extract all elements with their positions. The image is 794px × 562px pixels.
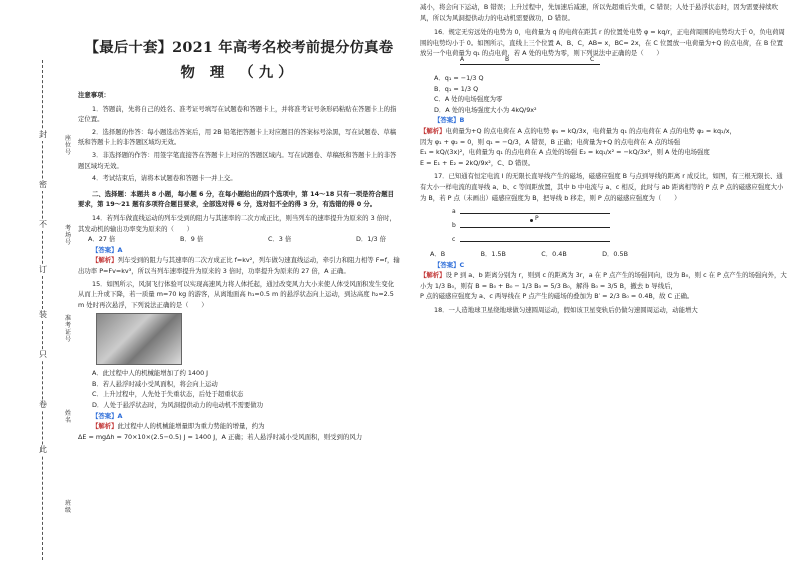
left-column [78, 0, 400, 442]
wire-label: c [452, 236, 456, 244]
option: C．A 处的电场强度为零 [434, 95, 503, 104]
q17-answer: 【答案】C [434, 260, 465, 269]
wire-label: b [452, 222, 456, 230]
notes-title: 注意事项： [78, 91, 110, 99]
q17-analysis-line: P 点的磁感应强度为 a、c 两导线在 P 点产生的磁场的叠加为 B′ = 2/3 B₀ = 0.4B，故 C 正确。 [420, 292, 694, 301]
field-class: 班级 [64, 500, 71, 514]
q15-answer: 【答案】A [92, 411, 123, 420]
notes-item: 2．选择题的作答：每小题选出答案后，用 2B 铅笔把答题卡上对应题目的答案标号涂黑，写在试题卷、草稿纸和答题卡上的非答题区域均无效。 [78, 127, 397, 147]
notes-item: 4．考试结束后，请将本试题卷和答题卡一并上交。 [92, 174, 237, 183]
option: D．A 处的电场强度大小为 4kQ/9x² [434, 105, 537, 114]
q18-stem: 18．一人造地球卫星绕地球做匀速圆周运动，假如该卫星变轨后仍做匀速圆周运动，动能增大 [434, 306, 698, 315]
page-subtitle: 物 理 （九） [180, 64, 298, 81]
option: B．1.5B [480, 250, 506, 259]
section-intro: 二、选择题：本题共 8 小题，每小题 6 分，在每小题给出的四个选项中，第 14～18 只有一项是符合题目要求，第 19～21 题有多项符合题目要求，全部选对得 6 分，选对但不全的得 3 分，有选错的得 0 分。 [78, 189, 395, 209]
point-label: P [535, 215, 539, 223]
analysis-text: 电荷量为+Q 的点电荷在 A 点的电势 φ₁ = kQ/3x，电荷量为 q₁ 的点电荷在 A 点的电势 φ₂ = kq₁/x， [445, 126, 736, 135]
option: C．上升过程中，人先处于失重状态，后处于超重状态 [92, 390, 244, 399]
q14-answer: 【答案】A [92, 245, 123, 254]
option: B．若人悬浮时减小受风面积，将会向上运动 [92, 379, 218, 388]
analysis-text: 设 P 到 a、b 距离分别为 r，则到 c 的距离为 3r，a 在 P 点产生的场强同向，设为 B₀，则 c 在 P 点产生的场强向外，大小为 1/3 B₀，则有 B = B₀ + B₀ − 1/3 B₀ = 5/3 B₀，解得 B₀ = 3/5 B，撤去 b 导线后， [420, 271, 787, 290]
q15-formula: ΔE = mgΔh = 70×10×(2.5−0.5) J = 1400 J，A 正确；若人悬浮时减小受风面积，则受到的风力 [78, 432, 363, 441]
right-column [420, 0, 788, 316]
q14-options [78, 234, 400, 245]
field-ticket: 准考证号 [64, 315, 71, 343]
q16-diagram [460, 55, 600, 73]
option: D．1/3 倍 [355, 235, 386, 244]
notes-item: 1．答题前，先将自己的姓名、准考证号填写在试题卷和答题卡上，并将准考证号条形码粘贴在答题卡上的指定位置。 [78, 104, 397, 124]
analysis-label: 【解析】 [92, 422, 118, 431]
q16-analysis-line: E₁ = kQ/(3x)²，电荷量为 q₁ 的点电荷在 A 点处的场强 E₂ = kq₁/x² = −kQ/3x²，则 A 处的电场强度 [420, 148, 710, 157]
option: D．0.5B [602, 250, 628, 259]
q15-continued: 减小，将会向下运动，B 错误；上升过程中，先加速后减速，所以先超重后失重，C 错误；人处于悬浮状态时，因为需要持续吹风，所以为风洞提供动力的电动机需要做功，D 错误。 [420, 3, 779, 22]
analysis-text: 此过程中人的机械能增量即为重力势能的增量，约为 [117, 422, 265, 431]
q17-diagram [452, 207, 610, 249]
field-room: 考场号 [64, 225, 71, 246]
seal-char: 装 [39, 310, 47, 319]
point-label: A [460, 55, 465, 63]
analysis-text: 列车受到的阻力与其速率的二次方成正比 f=kv²，列车做匀速直线运动，牵引力和阻力相等 F=f，输出功率 P=Fv=kv³，所以当列车速率提升为原来的 3 倍时，功率提升为原来的 27 倍，A 正确。 [78, 256, 400, 275]
axis-line [460, 64, 600, 65]
wire-c [460, 241, 610, 242]
q16-analysis-line: 因为 φ₁ + φ₂ = 0，则 q₁ = −Q/3，A 错误，B 正确；电荷量为+Q 的点电荷在 A 点的场强 [420, 137, 681, 146]
q17-options [420, 249, 788, 260]
option: A．B [430, 250, 446, 259]
wire-label: a [452, 208, 456, 216]
option: A．27 倍 [88, 235, 116, 244]
seal-char: 卷 [39, 400, 47, 409]
analysis-label: 【解析】 [420, 271, 446, 280]
option: A．此过程中人的机械能增加了约 1400 J [92, 369, 209, 378]
option: B．9 倍 [180, 235, 204, 244]
q15-analysis [78, 421, 400, 432]
seal-char: 封 [39, 130, 47, 139]
seal-char: 不 [39, 220, 47, 229]
option: C．3 倍 [267, 235, 292, 244]
option: A．q₁ = −1/3 Q [434, 73, 484, 82]
option: D．人处于悬浮状态时，为风洞提供动力的电动机不需要做功 [92, 401, 264, 410]
q16-stem: 16．规定无穷远处的电势为 0，电荷量为 q 的电荷在距其 r 的位置处电势 φ = kq/r，正电荷周围的电势均大于 0，负电荷周围的电势均小于 0。如图所示，直线上三个位置 A、B、C，AB= x，BC= 2x，在 C 位置放一电荷量为+Q 的点电荷，在 B 位置放另一个电荷量为 q₁ 的点电荷，若 A 处的电势为零，则下列说法中正确的是（ ） [420, 28, 785, 58]
wire-b [460, 227, 610, 228]
seal-char: 只 [39, 350, 47, 359]
point-label: B [505, 55, 510, 63]
option: C．0.4B [541, 250, 567, 259]
q15-stem: 15．如图所示，风洞飞行体验可以实现高速风力将人体托起，通过改变风力大小来使人体受风面积发生变化从而上升或下降，若一质量 m=70 kg 的游客，从离地面高 h₁=0.5 m 的悬浮状态向上运动，到达高度 h₂=2.5 m 处时再次悬浮，下列说法正确的是（ ） [78, 279, 395, 309]
binding-margin [14, 60, 74, 560]
q14-analysis [78, 255, 400, 276]
seal-char: 密 [39, 180, 47, 189]
q17-stem: 17．已知通有恒定电流 I 的无限长直导线产生的磁场，磁感应强度 B 与点到导线的距离 r 成反比，如图，有三根无限长、通有大小一样电流的直导线 a、b、c 等间距放置，其中 b 中电流与 a、c 相反，此时与 ab 距离相等的 P 点 P 点的磁感应强度大小为 B，若 P 点（未画出）磁感应强度为 B，把导线 b 移走，则 P 点的磁感应强度为（ ） [420, 172, 784, 202]
wind-tunnel-photo [96, 313, 182, 365]
seal-char: 此 [39, 445, 47, 454]
field-seat: 座位号 [64, 135, 71, 156]
field-name: 姓名 [64, 410, 71, 424]
q14-stem: 14．若列车做直线运动的列车受到的阻力与其速率的二次方成正比，则当列车的速率提升为原来的 3 倍时，其发动机的输出功率变为原来的（ ） [78, 213, 396, 233]
notes-item: 3．非选择题的作答：用签字笔直接答在答题卡上对应的答题区域内。写在试题卷、草稿纸和答题卡上的非答题区域均无效。 [78, 150, 397, 170]
analysis-label: 【解析】 [92, 256, 118, 265]
analysis-label: 【解析】 [420, 126, 446, 135]
q16-analysis-line: E = E₁ + E₂ = 2kQ/9x²，C、D 错误。 [420, 158, 535, 167]
q16-analysis [420, 126, 788, 137]
q17-analysis [420, 270, 788, 291]
option: B．q₁ = 1/3 Q [434, 84, 479, 93]
seal-char: 订 [39, 265, 47, 274]
point-label: C [590, 55, 595, 63]
page-title: 【最后十套】2021 年高考名校考前提分仿真卷 [84, 39, 394, 56]
point-p [530, 219, 533, 222]
q16-answer: 【答案】B [434, 116, 465, 125]
